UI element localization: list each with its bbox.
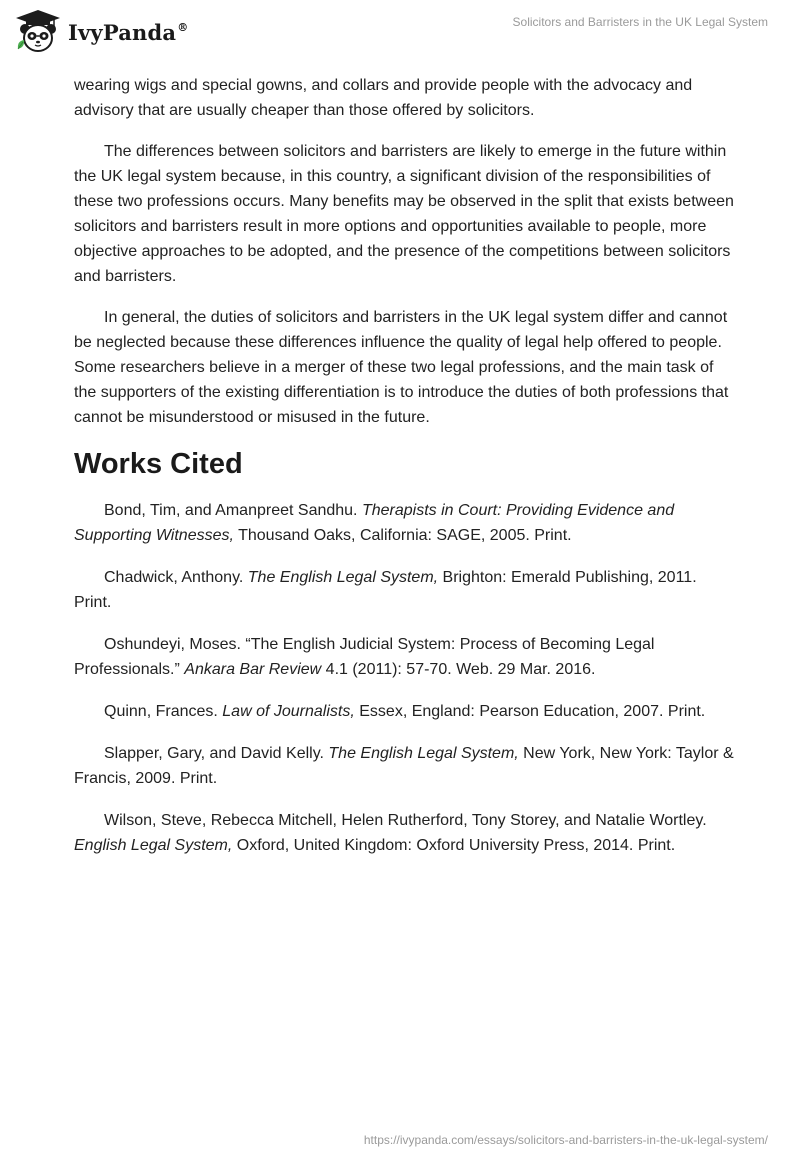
citation-title: The English Legal System,	[328, 745, 519, 762]
citation-publication: Essex, England: Pearson Education, 2007. Print.	[354, 703, 706, 720]
ivypanda-logo[interactable]	[14, 8, 188, 56]
citation-entry	[74, 632, 734, 682]
citation-title: Ankara Bar Review	[184, 661, 322, 678]
logo-wordmark	[68, 20, 188, 45]
paragraph: In general, the duties of solicitors and barristers in the UK legal system differ and cannot be neglected because these differences influence the quality of legal help offered to people. Some researchers believe in a merger of these two legal professions, and the main task of the supporters of the existing differentiation is to introduce the duties of both professions that cannot be misunderstood or misused in the future.	[74, 309, 729, 426]
citation-authors: Chadwick, Anthony.	[104, 569, 248, 586]
citation-entry	[74, 498, 734, 548]
citation-title: Law of Journalists,	[222, 703, 355, 720]
paragraph-continued: wearing wigs and special gowns, and collars and provide people with the advocacy and advisory that are usually cheaper than those offered by solicitors.	[74, 77, 693, 119]
citation-publication: Brighton: Emerald Publishing, 2011. Print.	[74, 569, 697, 611]
logo-text: IvyPanda	[68, 19, 177, 45]
essay-content	[74, 73, 734, 875]
works-cited-heading: Works Cited	[74, 448, 243, 480]
citation-publication: 4.1 (2011): 57-70. Web. 29 Mar. 2016.	[321, 661, 596, 678]
citation-entry	[74, 741, 734, 791]
citation-authors: Quinn, Frances.	[104, 703, 223, 720]
citation-authors: Wilson, Steve, Rebecca Mitchell, Helen Rutherford, Tony Storey, and Natalie Wortley.	[104, 812, 707, 829]
citation-title: Therapists in Court: Providing Evidence and Supporting Witnesses,	[74, 502, 675, 544]
citation-title: The English Legal System,	[247, 569, 439, 586]
citation-publication: New York, New York: Taylor & Francis, 2009. Print.	[74, 745, 734, 787]
paragraph: The differences between solicitors and barristers are likely to emerge in the future within the UK legal system because, in this country, a significant division of the responsibilities of these two professions occurs. Many benefits may be observed in the split that exists between solicitors and barristers result in more options and opportunities available to people, more objective approaches to be adopted, and the presence of the competitions between solicitors and barristers.	[74, 143, 734, 285]
citation-entry	[74, 808, 734, 858]
page-header	[0, 0, 800, 70]
citation-publication: Thousand Oaks, California: SAGE, 2005. Print.	[233, 527, 572, 544]
citation-publication: Oxford, United Kingdom: Oxford University Press, 2014. Print.	[232, 837, 676, 854]
citation-entry	[74, 699, 734, 724]
citation-title: English Legal System,	[74, 837, 233, 854]
document-title: Solicitors and Barristers in the UK Legal System	[512, 15, 768, 29]
registered-mark: ®	[177, 20, 189, 34]
citation-authors: Slapper, Gary, and David Kelly.	[104, 745, 329, 762]
panda-graduate-icon	[14, 9, 62, 55]
citation-authors: Bond, Tim, and Amanpreet Sandhu.	[104, 502, 362, 519]
citation-authors: Oshundeyi, Moses. “The English Judicial System: Process of Becoming Legal Professionals.”	[74, 636, 655, 678]
source-url-link[interactable]: https://ivypanda.com/essays/solicitors-and-barristers-in-the-uk-legal-system/	[363, 1133, 768, 1147]
citation-entry	[74, 565, 734, 615]
